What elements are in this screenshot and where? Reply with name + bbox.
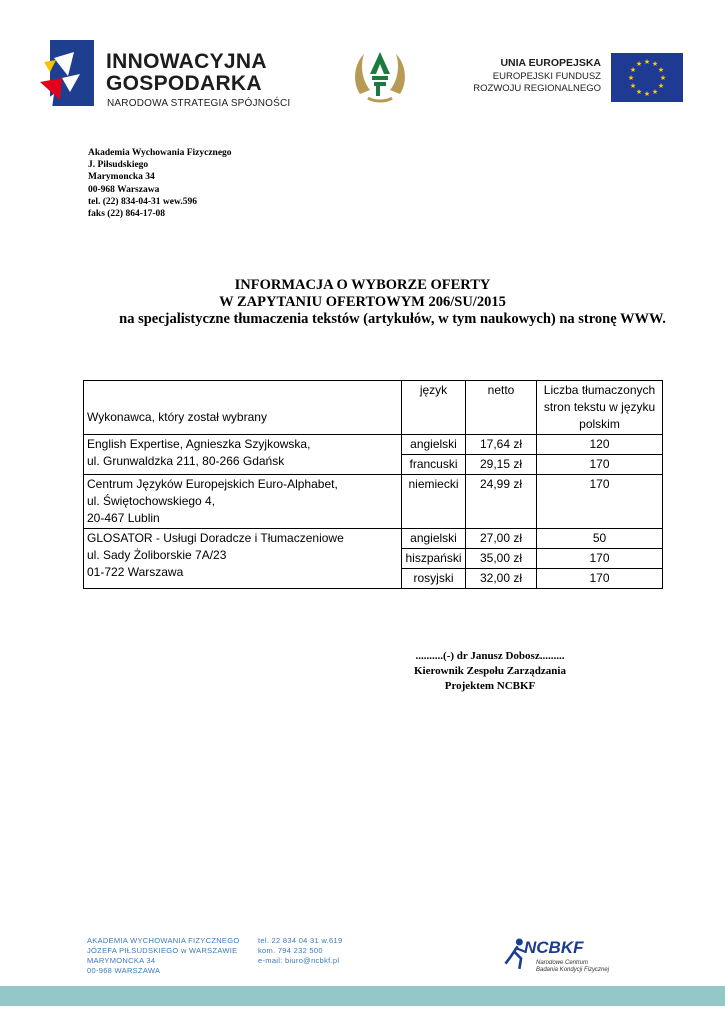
svg-text:★: ★ (643, 90, 651, 98)
svg-text:★: ★ (657, 82, 665, 90)
net-cell: 35,00 zł (466, 549, 537, 569)
ncbkf-sub1: Narodowe Centrum (536, 960, 589, 966)
language-cell: angielski (402, 529, 466, 549)
contractor-cell (84, 475, 402, 529)
awf-logo (350, 44, 410, 104)
ue-line1: UNIA EUROPEJSKA (500, 57, 601, 69)
table-row (84, 435, 663, 455)
footer-contact (258, 936, 342, 966)
svg-text:★: ★ (629, 66, 637, 74)
footer-line: JÓZEFA PIŁSUDSKIEGO w WARSZAWIE (87, 946, 238, 955)
pages-cell: 50 (537, 529, 663, 549)
address-line: J. Piłsudskiego (88, 160, 149, 171)
signature-line3: Projektem NCBKF (444, 680, 536, 692)
footer-line: MARYMONCKA 34 (87, 956, 156, 965)
svg-text:★: ★ (651, 60, 659, 68)
table-header-row (84, 381, 663, 435)
net-cell: 17,64 zł (466, 435, 537, 455)
contractor-cell (84, 529, 402, 589)
title-line1: INFORMACJA O WYBORZE OFERTY (234, 277, 491, 293)
header-contractor: Wykonawca, który został wybrany (84, 381, 402, 435)
ue-line3: ROZWOJU REGIONALNEGO (473, 83, 601, 94)
footer-mobile: kom. 794 232 500 (258, 946, 323, 955)
innowacyjna-gospodarka-logo (40, 36, 290, 114)
unia-europejska-logo (473, 52, 685, 106)
ncbkf-name: NCBKF (524, 938, 584, 957)
awf-emblem-icon (350, 44, 410, 104)
header-pages: Liczba tłumaczonych stron tekstu w języku polskim (537, 381, 663, 435)
document-title (0, 277, 725, 328)
ig-line3: NARODOWA STRATEGIA SPÓJNOŚCI (107, 98, 291, 109)
footer-phone: tel. 22 834 04 31 w.619 (258, 936, 343, 945)
contractor-line: 01-722 Warszawa (87, 565, 184, 579)
svg-text:★: ★ (635, 60, 643, 68)
signature-line1: ..........(-) dr Janusz Dobosz......... (415, 650, 565, 662)
language-cell: hiszpański (402, 549, 466, 569)
contractor-line: English Expertise, Agnieszka Szyjkowska, (87, 437, 311, 451)
svg-text:★: ★ (643, 58, 651, 66)
contractor-line: ul. Świętochowskiego 4, (87, 494, 216, 508)
language-cell: rosyjski (402, 569, 466, 589)
language-cell: niemiecki (402, 475, 466, 529)
signature-block (395, 649, 585, 694)
title-line3: na specjalistyczne tłumaczenia tekstów (artykułów, w tym naukowych) na stronę WWW. (119, 311, 666, 327)
contractor-line: GLOSATOR - Usługi Doradcze i Tłumaczeniowe (87, 531, 344, 545)
footer-email: e-mail: biuro@ncbkf.pl (258, 956, 340, 965)
ue-line2: EUROPEJSKI FUNDUSZ (492, 71, 601, 82)
table-row (84, 475, 663, 529)
footer-bar (0, 986, 725, 1006)
address-line: 00-968 Warszawa (88, 184, 160, 195)
footer-line: AKADEMIA WYCHOWANIA FIZYCZNEGO (87, 936, 240, 945)
eu-flag-icon (611, 53, 683, 102)
ncbkf-sub2: Badania Kondycji Fizycznej (536, 967, 610, 973)
svg-text:★: ★ (635, 88, 643, 96)
language-cell: angielski (402, 435, 466, 455)
offers-table (83, 380, 663, 589)
address-line: Akademia Wychowania Fizycznego (88, 148, 232, 158)
ig-mark-icon (40, 38, 96, 110)
footer-line: 00-968 WARSZAWA (87, 966, 161, 975)
ncbkf-logo (502, 934, 612, 980)
ig-line1: INNOWACYJNA (106, 50, 267, 73)
net-cell: 27,00 zł (466, 529, 537, 549)
address-line: faks (22) 864-17-08 (88, 209, 166, 220)
svg-text:★: ★ (659, 74, 667, 82)
svg-text:★: ★ (627, 74, 635, 82)
contractor-cell (84, 435, 402, 475)
contractor-line: ul. Grunwaldzka 211, 80-266 Gdańsk (87, 454, 285, 468)
table-row (84, 529, 663, 549)
signature-line2: Kierownik Zespołu Zarządzania (414, 665, 566, 677)
sender-address (88, 147, 232, 220)
svg-text:★: ★ (651, 88, 659, 96)
contractor-line: ul. Sady Żoliborskie 7A/23 (87, 548, 227, 562)
net-cell: 24,99 zł (466, 475, 537, 529)
address-line: Marymoncka 34 (88, 172, 155, 183)
title-line2: W ZAPYTANIU OFERTOWYM 206/SU/2015 (219, 294, 506, 310)
ig-line2: GOSPODARKA (106, 72, 262, 95)
svg-text:★: ★ (629, 82, 637, 90)
pages-cell: 170 (537, 549, 663, 569)
pages-cell: 120 (537, 435, 663, 455)
svg-text:★: ★ (657, 66, 665, 74)
footer-address (87, 936, 240, 976)
pages-cell: 170 (537, 455, 663, 475)
header-net: netto (466, 381, 537, 435)
contractor-line: 20-467 Lublin (87, 511, 160, 525)
header-language: język (402, 381, 466, 435)
language-cell: francuski (402, 455, 466, 475)
contractor-line: Centrum Języków Europejskich Euro-Alphabet, (87, 477, 338, 491)
net-cell: 29,15 zł (466, 455, 537, 475)
pages-cell: 170 (537, 475, 663, 529)
pages-cell: 170 (537, 569, 663, 589)
address-line: tel. (22) 834-04-31 wew.596 (88, 196, 197, 207)
net-cell: 32,00 zł (466, 569, 537, 589)
